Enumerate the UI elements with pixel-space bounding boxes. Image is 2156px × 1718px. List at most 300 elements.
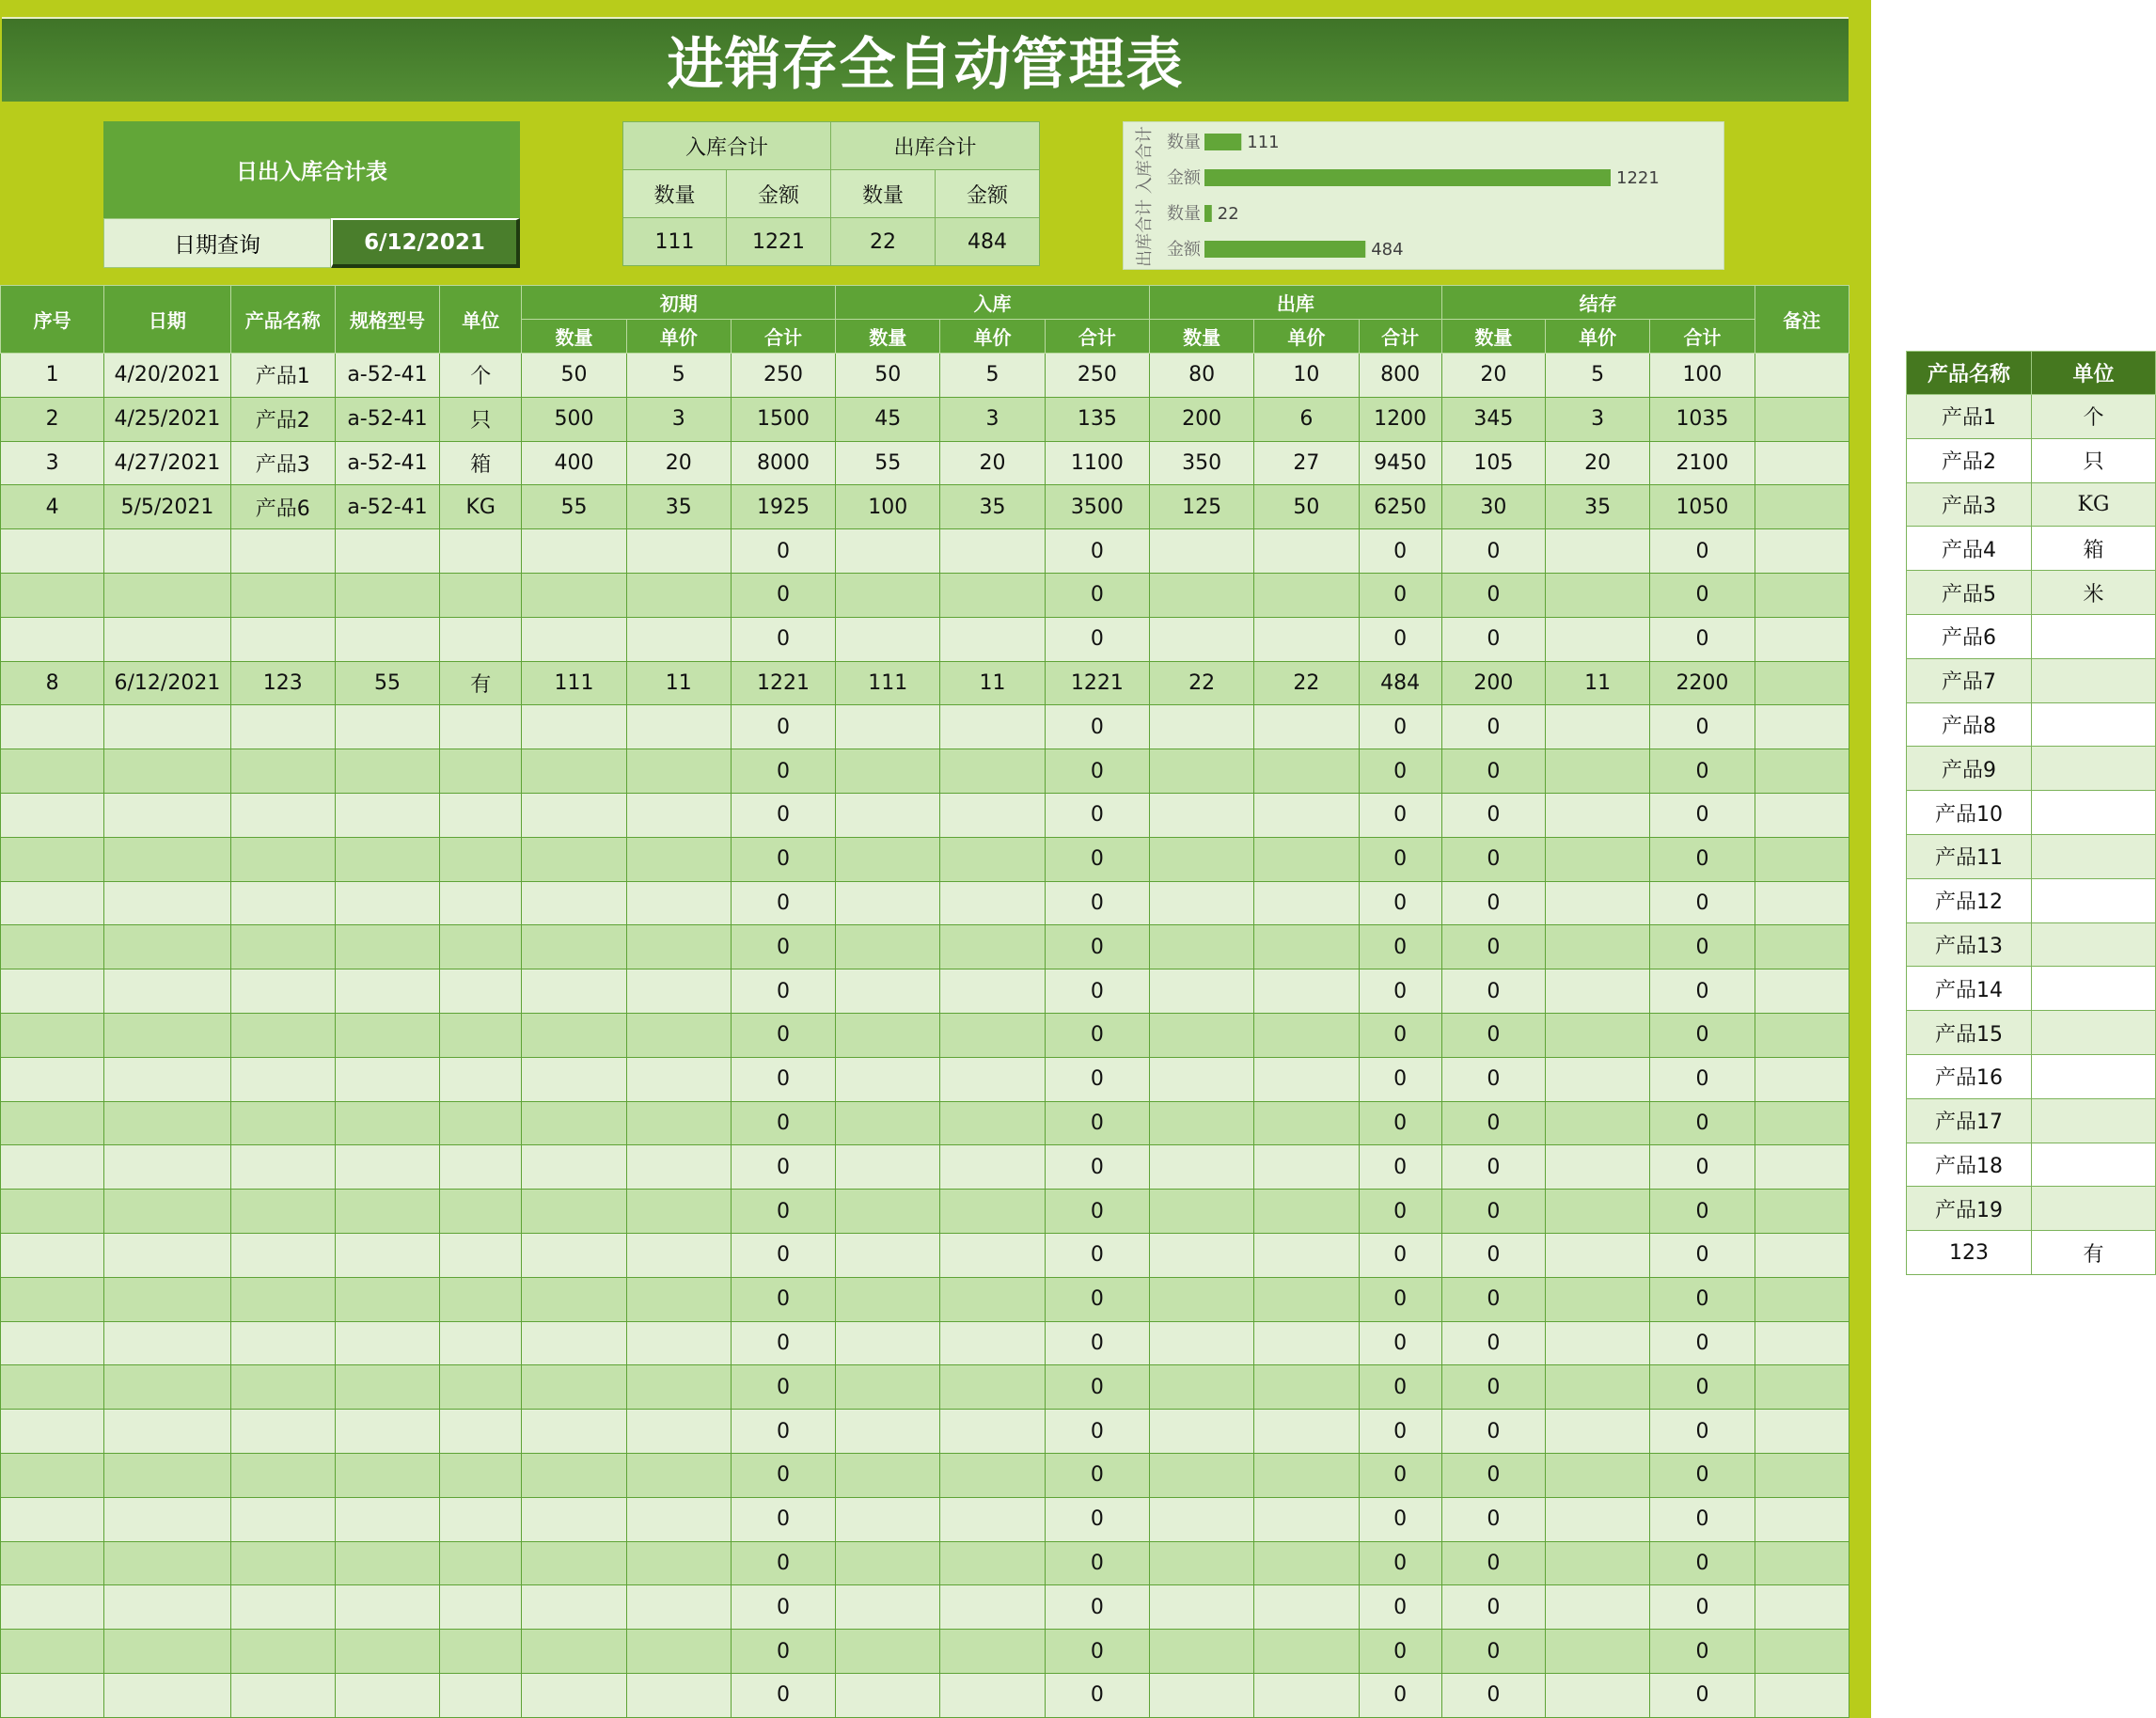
cell-balance-total[interactable]: 0 bbox=[1650, 1101, 1755, 1145]
cell-unit[interactable] bbox=[440, 1585, 522, 1630]
cell-spec[interactable] bbox=[335, 749, 439, 794]
cell-seq[interactable] bbox=[1, 1101, 104, 1145]
units-cell-product[interactable]: 产品14 bbox=[1907, 967, 2032, 1011]
cell-note[interactable] bbox=[1755, 1497, 1849, 1541]
cell-in-price[interactable] bbox=[940, 749, 1045, 794]
cell-spec[interactable]: a-52-41 bbox=[335, 441, 439, 485]
cell-product[interactable] bbox=[230, 1321, 335, 1365]
cell-date[interactable] bbox=[104, 1321, 230, 1365]
cell-initial-total[interactable]: 1221 bbox=[731, 661, 835, 705]
cell-product[interactable] bbox=[230, 881, 335, 925]
cell-initial-price[interactable] bbox=[626, 1673, 731, 1717]
cell-unit[interactable] bbox=[440, 1673, 522, 1717]
cell-in-total[interactable]: 1100 bbox=[1045, 441, 1149, 485]
cell-initial-qty[interactable] bbox=[522, 1277, 626, 1321]
cell-initial-total[interactable]: 0 bbox=[731, 881, 835, 925]
cell-out-qty[interactable] bbox=[1149, 1190, 1253, 1234]
cell-in-price[interactable] bbox=[940, 969, 1045, 1014]
cell-balance-price[interactable] bbox=[1546, 1233, 1650, 1277]
cell-note[interactable] bbox=[1755, 1410, 1849, 1454]
cell-in-total[interactable]: 0 bbox=[1045, 793, 1149, 837]
cell-product[interactable] bbox=[230, 1497, 335, 1541]
cell-initial-total[interactable]: 0 bbox=[731, 529, 835, 574]
units-cell-product[interactable]: 产品10 bbox=[1907, 791, 2032, 835]
cell-in-total[interactable]: 0 bbox=[1045, 1321, 1149, 1365]
cell-balance-price[interactable]: 20 bbox=[1546, 441, 1650, 485]
cell-initial-price[interactable] bbox=[626, 1321, 731, 1365]
cell-in-qty[interactable] bbox=[836, 1673, 940, 1717]
cell-balance-price[interactable] bbox=[1546, 793, 1650, 837]
units-cell-product[interactable]: 产品4 bbox=[1907, 527, 2032, 571]
cell-initial-total[interactable]: 0 bbox=[731, 1190, 835, 1234]
cell-initial-price[interactable] bbox=[626, 969, 731, 1014]
cell-initial-total[interactable]: 0 bbox=[731, 705, 835, 749]
units-cell-unit[interactable] bbox=[2032, 1143, 2156, 1187]
cell-out-total[interactable]: 0 bbox=[1359, 1145, 1441, 1190]
cell-note[interactable] bbox=[1755, 397, 1849, 441]
cell-date[interactable] bbox=[104, 793, 230, 837]
cell-out-qty[interactable] bbox=[1149, 1497, 1253, 1541]
cell-date[interactable] bbox=[104, 617, 230, 661]
cell-seq[interactable] bbox=[1, 1365, 104, 1410]
cell-balance-price[interactable] bbox=[1546, 1410, 1650, 1454]
cell-balance-qty[interactable]: 0 bbox=[1441, 1101, 1545, 1145]
cell-unit[interactable]: 只 bbox=[440, 397, 522, 441]
cell-initial-price[interactable] bbox=[626, 1410, 731, 1454]
cell-out-total[interactable]: 0 bbox=[1359, 1233, 1441, 1277]
group-header-balance[interactable]: 结存 bbox=[1441, 286, 1755, 320]
cell-balance-price[interactable] bbox=[1546, 1585, 1650, 1630]
cell-out-price[interactable] bbox=[1254, 1673, 1359, 1717]
cell-seq[interactable] bbox=[1, 1410, 104, 1454]
cell-unit[interactable] bbox=[440, 881, 522, 925]
units-cell-unit[interactable]: 米 bbox=[2032, 571, 2156, 615]
cell-unit[interactable] bbox=[440, 1410, 522, 1454]
cell-unit[interactable]: 个 bbox=[440, 354, 522, 398]
cell-product[interactable] bbox=[230, 1585, 335, 1630]
cell-out-qty[interactable] bbox=[1149, 1673, 1253, 1717]
cell-in-qty[interactable] bbox=[836, 705, 940, 749]
cell-date[interactable] bbox=[104, 1541, 230, 1585]
cell-out-total[interactable]: 0 bbox=[1359, 1277, 1441, 1321]
cell-out-total[interactable]: 0 bbox=[1359, 1497, 1441, 1541]
cell-initial-total[interactable]: 0 bbox=[731, 1673, 835, 1717]
cell-note[interactable] bbox=[1755, 749, 1849, 794]
cell-initial-price[interactable] bbox=[626, 925, 731, 969]
sub-header-initial-qty[interactable]: 数量 bbox=[522, 320, 626, 354]
cell-product[interactable] bbox=[230, 1145, 335, 1190]
in-amount-value[interactable]: 1221 bbox=[727, 218, 831, 266]
sub-header-balance-total[interactable]: 合计 bbox=[1650, 320, 1755, 354]
cell-spec[interactable] bbox=[335, 1321, 439, 1365]
cell-product[interactable] bbox=[230, 529, 335, 574]
cell-note[interactable] bbox=[1755, 1673, 1849, 1717]
cell-balance-total[interactable]: 0 bbox=[1650, 1630, 1755, 1674]
cell-initial-price[interactable]: 11 bbox=[626, 661, 731, 705]
cell-in-price[interactable]: 20 bbox=[940, 441, 1045, 485]
cell-in-price[interactable] bbox=[940, 1190, 1045, 1234]
cell-note[interactable] bbox=[1755, 1013, 1849, 1057]
cell-initial-qty[interactable] bbox=[522, 1497, 626, 1541]
cell-out-total[interactable]: 6250 bbox=[1359, 485, 1441, 529]
cell-unit[interactable] bbox=[440, 969, 522, 1014]
cell-in-total[interactable]: 0 bbox=[1045, 1277, 1149, 1321]
cell-in-qty[interactable] bbox=[836, 1630, 940, 1674]
units-cell-product[interactable]: 产品5 bbox=[1907, 571, 2032, 615]
cell-in-qty[interactable] bbox=[836, 617, 940, 661]
cell-balance-total[interactable]: 0 bbox=[1650, 1013, 1755, 1057]
cell-product[interactable] bbox=[230, 705, 335, 749]
cell-initial-qty[interactable] bbox=[522, 837, 626, 881]
cell-date[interactable] bbox=[104, 1101, 230, 1145]
cell-balance-price[interactable] bbox=[1546, 1277, 1650, 1321]
cell-note[interactable] bbox=[1755, 1365, 1849, 1410]
cell-out-qty[interactable] bbox=[1149, 1585, 1253, 1630]
cell-spec[interactable] bbox=[335, 837, 439, 881]
cell-out-qty[interactable] bbox=[1149, 1630, 1253, 1674]
units-cell-product[interactable]: 产品3 bbox=[1907, 482, 2032, 527]
cell-spec[interactable] bbox=[335, 1410, 439, 1454]
cell-date[interactable] bbox=[104, 529, 230, 574]
units-cell-unit[interactable] bbox=[2032, 791, 2156, 835]
sub-header-in-price[interactable]: 单价 bbox=[940, 320, 1045, 354]
cell-out-price[interactable] bbox=[1254, 1321, 1359, 1365]
cell-in-total[interactable]: 0 bbox=[1045, 617, 1149, 661]
cell-initial-price[interactable]: 35 bbox=[626, 485, 731, 529]
cell-balance-qty[interactable]: 0 bbox=[1441, 925, 1545, 969]
cell-in-price[interactable] bbox=[940, 1321, 1045, 1365]
cell-product[interactable]: 产品3 bbox=[230, 441, 335, 485]
cell-balance-total[interactable]: 0 bbox=[1650, 1277, 1755, 1321]
cell-out-qty[interactable] bbox=[1149, 1410, 1253, 1454]
cell-unit[interactable] bbox=[440, 1233, 522, 1277]
chart-bar[interactable] bbox=[1204, 169, 1611, 186]
chart-bar[interactable] bbox=[1204, 241, 1365, 258]
cell-note[interactable] bbox=[1755, 1321, 1849, 1365]
cell-out-qty[interactable]: 350 bbox=[1149, 441, 1253, 485]
cell-initial-price[interactable] bbox=[626, 1101, 731, 1145]
cell-out-total[interactable]: 0 bbox=[1359, 573, 1441, 617]
sub-header-balance-qty[interactable]: 数量 bbox=[1441, 320, 1545, 354]
cell-initial-total[interactable]: 0 bbox=[731, 1013, 835, 1057]
cell-out-qty[interactable]: 125 bbox=[1149, 485, 1253, 529]
cell-out-price[interactable] bbox=[1254, 529, 1359, 574]
cell-balance-qty[interactable]: 0 bbox=[1441, 1013, 1545, 1057]
cell-in-total[interactable]: 0 bbox=[1045, 1145, 1149, 1190]
cell-in-price[interactable]: 35 bbox=[940, 485, 1045, 529]
cell-in-price[interactable] bbox=[940, 881, 1045, 925]
cell-initial-price[interactable] bbox=[626, 573, 731, 617]
cell-unit[interactable] bbox=[440, 1190, 522, 1234]
cell-product[interactable] bbox=[230, 1365, 335, 1410]
units-cell-product[interactable]: 产品12 bbox=[1907, 878, 2032, 922]
cell-balance-qty[interactable]: 0 bbox=[1441, 1673, 1545, 1717]
cell-balance-qty[interactable]: 0 bbox=[1441, 1630, 1545, 1674]
cell-out-total[interactable]: 0 bbox=[1359, 1101, 1441, 1145]
cell-in-total[interactable]: 1221 bbox=[1045, 661, 1149, 705]
cell-unit[interactable] bbox=[440, 1453, 522, 1497]
cell-date[interactable] bbox=[104, 969, 230, 1014]
sub-header-initial-total[interactable]: 合计 bbox=[731, 320, 835, 354]
cell-seq[interactable] bbox=[1, 925, 104, 969]
cell-spec[interactable] bbox=[335, 1013, 439, 1057]
cell-balance-total[interactable]: 0 bbox=[1650, 1453, 1755, 1497]
cell-out-total[interactable]: 0 bbox=[1359, 1541, 1441, 1585]
cell-initial-qty[interactable] bbox=[522, 881, 626, 925]
cell-initial-total[interactable]: 0 bbox=[731, 1057, 835, 1101]
cell-note[interactable] bbox=[1755, 1145, 1849, 1190]
cell-out-total[interactable]: 0 bbox=[1359, 1013, 1441, 1057]
cell-initial-price[interactable] bbox=[626, 529, 731, 574]
cell-initial-total[interactable]: 0 bbox=[731, 1233, 835, 1277]
cell-balance-price[interactable] bbox=[1546, 1321, 1650, 1365]
cell-spec[interactable]: a-52-41 bbox=[335, 485, 439, 529]
cell-spec[interactable] bbox=[335, 1190, 439, 1234]
units-cell-product[interactable]: 产品1 bbox=[1907, 395, 2032, 439]
cell-in-total[interactable]: 0 bbox=[1045, 705, 1149, 749]
cell-out-total[interactable]: 0 bbox=[1359, 529, 1441, 574]
cell-initial-price[interactable] bbox=[626, 617, 731, 661]
cell-seq[interactable] bbox=[1, 1277, 104, 1321]
cell-out-price[interactable] bbox=[1254, 925, 1359, 969]
cell-initial-total[interactable]: 1500 bbox=[731, 397, 835, 441]
cell-balance-qty[interactable]: 0 bbox=[1441, 1410, 1545, 1454]
cell-initial-price[interactable] bbox=[626, 1541, 731, 1585]
cell-balance-total[interactable]: 0 bbox=[1650, 1057, 1755, 1101]
cell-out-total[interactable]: 0 bbox=[1359, 617, 1441, 661]
cell-out-qty[interactable] bbox=[1149, 881, 1253, 925]
cell-seq[interactable] bbox=[1, 1541, 104, 1585]
cell-date[interactable] bbox=[104, 1190, 230, 1234]
cell-balance-qty[interactable]: 20 bbox=[1441, 354, 1545, 398]
cell-seq[interactable] bbox=[1, 705, 104, 749]
cell-balance-total[interactable]: 0 bbox=[1650, 573, 1755, 617]
cell-date[interactable] bbox=[104, 1497, 230, 1541]
cell-balance-qty[interactable]: 30 bbox=[1441, 485, 1545, 529]
cell-initial-total[interactable]: 0 bbox=[731, 1585, 835, 1630]
cell-initial-price[interactable] bbox=[626, 1277, 731, 1321]
cell-initial-price[interactable]: 20 bbox=[626, 441, 731, 485]
cell-initial-qty[interactable]: 50 bbox=[522, 354, 626, 398]
cell-initial-qty[interactable] bbox=[522, 1233, 626, 1277]
cell-in-qty[interactable] bbox=[836, 1057, 940, 1101]
cell-out-total[interactable]: 0 bbox=[1359, 969, 1441, 1014]
cell-product[interactable] bbox=[230, 837, 335, 881]
cell-balance-price[interactable] bbox=[1546, 1013, 1650, 1057]
cell-balance-qty[interactable]: 0 bbox=[1441, 793, 1545, 837]
cell-date[interactable] bbox=[104, 925, 230, 969]
cell-seq[interactable]: 8 bbox=[1, 661, 104, 705]
cell-in-price[interactable] bbox=[940, 1013, 1045, 1057]
cell-in-price[interactable] bbox=[940, 1057, 1045, 1101]
cell-balance-qty[interactable]: 0 bbox=[1441, 1365, 1545, 1410]
cell-in-qty[interactable] bbox=[836, 1497, 940, 1541]
cell-balance-price[interactable] bbox=[1546, 617, 1650, 661]
cell-out-qty[interactable]: 22 bbox=[1149, 661, 1253, 705]
cell-in-total[interactable]: 0 bbox=[1045, 1190, 1149, 1234]
cell-spec[interactable]: a-52-41 bbox=[335, 397, 439, 441]
cell-in-total[interactable]: 135 bbox=[1045, 397, 1149, 441]
cell-spec[interactable] bbox=[335, 705, 439, 749]
cell-initial-total[interactable]: 0 bbox=[731, 749, 835, 794]
cell-note[interactable] bbox=[1755, 1233, 1849, 1277]
cell-balance-qty[interactable]: 0 bbox=[1441, 529, 1545, 574]
cell-balance-qty[interactable]: 345 bbox=[1441, 397, 1545, 441]
units-cell-unit[interactable] bbox=[2032, 878, 2156, 922]
cell-date[interactable] bbox=[104, 881, 230, 925]
cell-in-qty[interactable] bbox=[836, 925, 940, 969]
chart-bar[interactable] bbox=[1204, 205, 1212, 222]
cell-in-total[interactable]: 250 bbox=[1045, 354, 1149, 398]
units-cell-product[interactable]: 123 bbox=[1907, 1231, 2032, 1275]
units-cell-unit[interactable]: 只 bbox=[2032, 438, 2156, 482]
cell-initial-price[interactable] bbox=[626, 881, 731, 925]
units-cell-unit[interactable]: 有 bbox=[2032, 1231, 2156, 1275]
cell-balance-qty[interactable]: 0 bbox=[1441, 617, 1545, 661]
cell-unit[interactable] bbox=[440, 1497, 522, 1541]
cell-out-price[interactable] bbox=[1254, 1190, 1359, 1234]
cell-out-total[interactable]: 0 bbox=[1359, 1057, 1441, 1101]
cell-in-price[interactable] bbox=[940, 1453, 1045, 1497]
cell-in-qty[interactable] bbox=[836, 749, 940, 794]
cell-spec[interactable] bbox=[335, 1585, 439, 1630]
cell-in-qty[interactable] bbox=[836, 1365, 940, 1410]
cell-in-price[interactable] bbox=[940, 573, 1045, 617]
cell-note[interactable] bbox=[1755, 617, 1849, 661]
cell-out-qty[interactable] bbox=[1149, 1321, 1253, 1365]
units-cell-product[interactable]: 产品13 bbox=[1907, 922, 2032, 967]
cell-initial-qty[interactable] bbox=[522, 1453, 626, 1497]
cell-initial-qty[interactable]: 400 bbox=[522, 441, 626, 485]
cell-in-total[interactable]: 0 bbox=[1045, 1497, 1149, 1541]
cell-product[interactable] bbox=[230, 749, 335, 794]
cell-seq[interactable] bbox=[1, 1013, 104, 1057]
cell-spec[interactable] bbox=[335, 881, 439, 925]
cell-unit[interactable] bbox=[440, 617, 522, 661]
cell-out-total[interactable]: 0 bbox=[1359, 881, 1441, 925]
cell-out-price[interactable] bbox=[1254, 1541, 1359, 1585]
cell-balance-total[interactable]: 0 bbox=[1650, 1410, 1755, 1454]
cell-seq[interactable]: 3 bbox=[1, 441, 104, 485]
cell-balance-price[interactable] bbox=[1546, 749, 1650, 794]
cell-seq[interactable] bbox=[1, 881, 104, 925]
units-cell-product[interactable]: 产品16 bbox=[1907, 1054, 2032, 1098]
cell-initial-qty[interactable] bbox=[522, 1321, 626, 1365]
cell-out-price[interactable] bbox=[1254, 617, 1359, 661]
cell-unit[interactable] bbox=[440, 705, 522, 749]
cell-out-qty[interactable]: 200 bbox=[1149, 397, 1253, 441]
cell-in-qty[interactable] bbox=[836, 573, 940, 617]
cell-in-price[interactable] bbox=[940, 1277, 1045, 1321]
cell-in-price[interactable] bbox=[940, 1145, 1045, 1190]
cell-balance-total[interactable]: 0 bbox=[1650, 793, 1755, 837]
cell-in-qty[interactable] bbox=[836, 1101, 940, 1145]
cell-note[interactable] bbox=[1755, 441, 1849, 485]
cell-note[interactable] bbox=[1755, 573, 1849, 617]
cell-spec[interactable] bbox=[335, 1453, 439, 1497]
cell-in-qty[interactable]: 100 bbox=[836, 485, 940, 529]
cell-out-price[interactable] bbox=[1254, 705, 1359, 749]
cell-initial-qty[interactable] bbox=[522, 529, 626, 574]
cell-note[interactable] bbox=[1755, 1541, 1849, 1585]
cell-seq[interactable] bbox=[1, 837, 104, 881]
cell-initial-price[interactable] bbox=[626, 705, 731, 749]
cell-in-qty[interactable] bbox=[836, 529, 940, 574]
cell-in-qty[interactable] bbox=[836, 1013, 940, 1057]
cell-unit[interactable] bbox=[440, 1630, 522, 1674]
cell-out-qty[interactable] bbox=[1149, 749, 1253, 794]
cell-balance-total[interactable]: 0 bbox=[1650, 1497, 1755, 1541]
cell-in-total[interactable]: 0 bbox=[1045, 1673, 1149, 1717]
cell-out-price[interactable] bbox=[1254, 1585, 1359, 1630]
cell-out-price[interactable]: 27 bbox=[1254, 441, 1359, 485]
cell-spec[interactable] bbox=[335, 969, 439, 1014]
cell-balance-qty[interactable]: 0 bbox=[1441, 573, 1545, 617]
cell-unit[interactable] bbox=[440, 1321, 522, 1365]
cell-note[interactable] bbox=[1755, 661, 1849, 705]
cell-in-price[interactable] bbox=[940, 1497, 1045, 1541]
cell-spec[interactable] bbox=[335, 1101, 439, 1145]
cell-seq[interactable] bbox=[1, 1057, 104, 1101]
cell-in-total[interactable]: 0 bbox=[1045, 529, 1149, 574]
group-header-out[interactable]: 出库 bbox=[1149, 286, 1441, 320]
cell-in-total[interactable]: 0 bbox=[1045, 1410, 1149, 1454]
cell-spec[interactable] bbox=[335, 1497, 439, 1541]
cell-in-price[interactable] bbox=[940, 1630, 1045, 1674]
cell-out-qty[interactable] bbox=[1149, 793, 1253, 837]
cell-out-qty[interactable] bbox=[1149, 1233, 1253, 1277]
cell-initial-qty[interactable] bbox=[522, 1541, 626, 1585]
cell-out-total[interactable]: 484 bbox=[1359, 661, 1441, 705]
col-header-note[interactable]: 备注 bbox=[1755, 286, 1849, 354]
cell-seq[interactable] bbox=[1, 1630, 104, 1674]
cell-unit[interactable] bbox=[440, 1057, 522, 1101]
cell-in-qty[interactable] bbox=[836, 793, 940, 837]
cell-in-qty[interactable] bbox=[836, 1453, 940, 1497]
units-cell-unit[interactable] bbox=[2032, 658, 2156, 702]
cell-balance-total[interactable]: 2200 bbox=[1650, 661, 1755, 705]
cell-note[interactable] bbox=[1755, 1190, 1849, 1234]
cell-out-price[interactable] bbox=[1254, 1013, 1359, 1057]
cell-in-price[interactable] bbox=[940, 1673, 1045, 1717]
cell-spec[interactable]: 55 bbox=[335, 661, 439, 705]
cell-unit[interactable] bbox=[440, 793, 522, 837]
cell-out-price[interactable] bbox=[1254, 749, 1359, 794]
cell-seq[interactable] bbox=[1, 617, 104, 661]
units-cell-product[interactable]: 产品18 bbox=[1907, 1143, 2032, 1187]
cell-date[interactable] bbox=[104, 1585, 230, 1630]
cell-in-qty[interactable] bbox=[836, 1145, 940, 1190]
cell-date[interactable] bbox=[104, 837, 230, 881]
cell-spec[interactable] bbox=[335, 793, 439, 837]
cell-date[interactable] bbox=[104, 1673, 230, 1717]
cell-initial-qty[interactable] bbox=[522, 1057, 626, 1101]
col-header-seq[interactable]: 序号 bbox=[1, 286, 104, 354]
units-header-unit[interactable]: 单位 bbox=[2032, 352, 2156, 395]
cell-note[interactable] bbox=[1755, 1277, 1849, 1321]
cell-in-qty[interactable]: 111 bbox=[836, 661, 940, 705]
cell-spec[interactable] bbox=[335, 925, 439, 969]
cell-date[interactable] bbox=[104, 705, 230, 749]
cell-balance-qty[interactable]: 0 bbox=[1441, 1497, 1545, 1541]
cell-out-qty[interactable] bbox=[1149, 837, 1253, 881]
units-cell-unit[interactable]: 箱 bbox=[2032, 527, 2156, 571]
cell-balance-qty[interactable]: 0 bbox=[1441, 1233, 1545, 1277]
cell-out-price[interactable] bbox=[1254, 1497, 1359, 1541]
cell-spec[interactable] bbox=[335, 617, 439, 661]
cell-product[interactable]: 产品2 bbox=[230, 397, 335, 441]
cell-in-total[interactable]: 0 bbox=[1045, 1101, 1149, 1145]
